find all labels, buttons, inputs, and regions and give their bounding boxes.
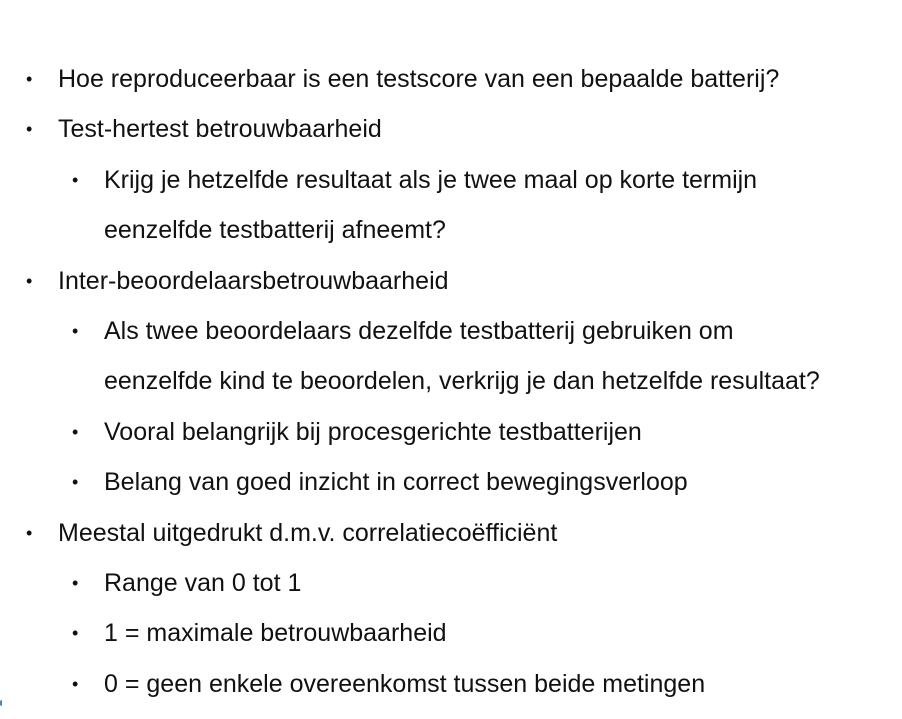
bullet-icon: • (72, 572, 79, 593)
bullet-icon: • (72, 673, 79, 694)
bullet-icon: • (26, 270, 33, 291)
bullet-item (0, 256, 902, 306)
bullet-icon: • (72, 320, 79, 341)
bullet-icon: • (72, 169, 79, 190)
sub-bullet-item (0, 407, 902, 457)
bullet-text: Als twee beoordelaars dezelfde testbatterij gebruiken om (104, 316, 734, 345)
bullet-icon: • (26, 69, 33, 89)
bullet-icon: • (72, 421, 79, 442)
sub-bullet-item (0, 558, 902, 608)
bullet-text: Belang van goed inzicht in correct bewegingsverloop (104, 468, 688, 497)
bullet-text: eenzelfde kind te beoordelen, verkrijg je dan hetzelfde resultaat? (104, 367, 820, 396)
bullet-icon: • (26, 522, 33, 543)
bullet-icon: • (26, 119, 33, 140)
sub-bullet-continuation (0, 356, 902, 406)
sub-bullet-item (0, 306, 902, 356)
bullet-list (0, 54, 902, 709)
sub-bullet-item (0, 155, 902, 205)
sub-bullet-item (0, 659, 902, 709)
corner-mark (0, 700, 6, 706)
bullet-text: Test-hertest betrouwbaarheid (58, 115, 382, 144)
bullet-text: Hoe reproduceerbaar is een testscore van een bepaalde batterij? (58, 65, 780, 93)
sub-bullet-item (0, 457, 902, 507)
bullet-item (0, 54, 902, 104)
sub-bullet-continuation (0, 205, 902, 255)
bullet-item (0, 508, 902, 558)
bullet-text: Range van 0 tot 1 (104, 568, 302, 597)
bullet-text: eenzelfde testbatterij afneemt? (104, 216, 446, 245)
sub-bullet-item (0, 608, 902, 658)
bullet-text: 0 = geen enkele overeenkomst tussen beide metingen (104, 669, 706, 698)
bullet-icon: • (72, 623, 79, 644)
bullet-text: 1 = maximale betrouwbaarheid (104, 619, 447, 648)
bullet-text: Vooral belangrijk bij procesgerichte testbatterijen (104, 417, 642, 446)
bullet-text: Krijg je hetzelfde resultaat als je twee maal op korte termijn (104, 165, 758, 194)
bullet-text: Inter-beoordelaarsbetrouwbaarheid (58, 266, 449, 295)
bullet-icon: • (72, 472, 79, 493)
bullet-text: Meestal uitgedrukt d.m.v. correlatiecoëfficiënt (58, 518, 558, 547)
bullet-item (0, 104, 902, 154)
